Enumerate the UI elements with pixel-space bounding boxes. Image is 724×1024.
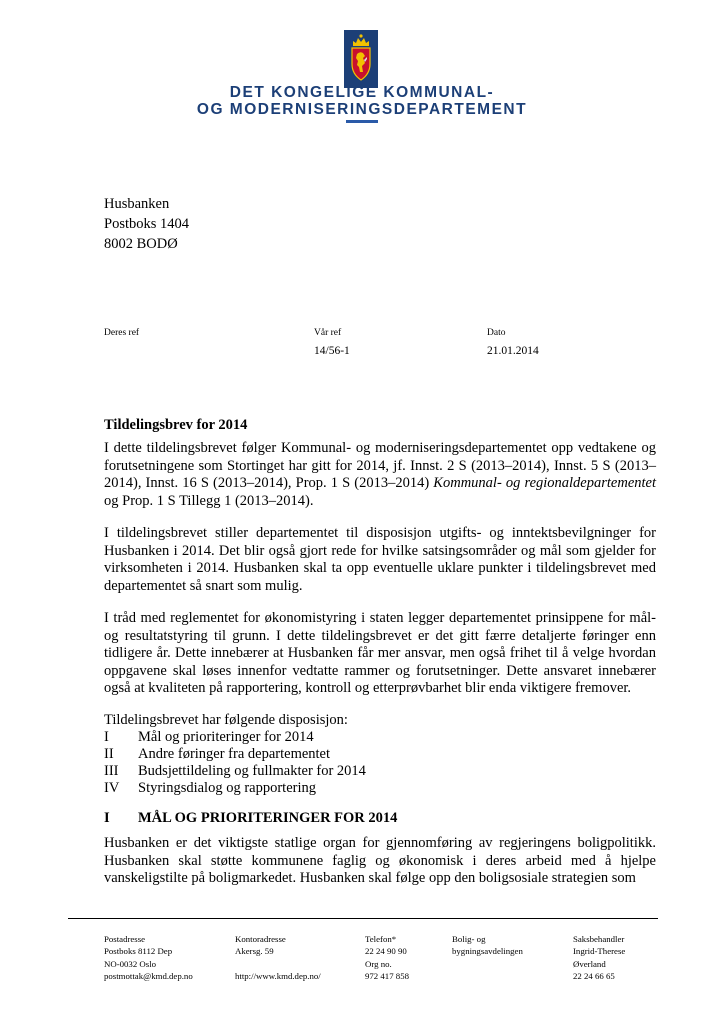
footer-case-officer-phone: 22 24 66 65 — [573, 970, 615, 981]
paragraph-1-text-a: I dette tildelingsbrevet følger Kommunal- og moderniseringsdepartementet opp vedtakene og forutsetningene som Stortinget har gitt for 2014, jf. Innst. 2 S (2013–2014), Innst. 5 S (2013–2014), Innst. 16 S (2013–2014), Prop. 1 S (2013–2014) — [104, 440, 656, 491]
paragraph-2-text: I tildelingsbrevet stiller departementet til disposisjon utgifts- og inntektsbevilgninger for Husbanken i 2014. Det blir også gjort rede for hvilke satsingsområder og mål som gjelder for virksomheten i 2014. Husbanken skal ta opp eventuelle uklare punkter i tildelingsbrevet med departementet så snart som mulig. — [104, 525, 656, 594]
footer-case-officer-last: Øverland — [573, 958, 606, 969]
disposition-item — [104, 746, 330, 764]
footer-office-blank — [235, 958, 321, 970]
paragraph-1-italic: Kommunal- og regionaldepartementet — [433, 475, 657, 491]
disposition-item-number: III — [104, 763, 119, 779]
paragraph-3 — [104, 610, 656, 698]
footer-postal-city: NO-0032 Oslo — [104, 958, 157, 969]
section-heading-title: MÅL OG PRIORITERINGER FOR 2014 — [138, 810, 398, 826]
var-ref-value: 14/56-1 — [314, 345, 350, 357]
deres-ref-label: Deres ref — [104, 328, 140, 338]
footer-org-number: 972 417 858 — [365, 970, 409, 981]
paragraph-1 — [104, 440, 656, 510]
disposition-item — [104, 763, 366, 781]
paragraph-4 — [104, 835, 656, 888]
disposition-item-text: Budsjettildeling og fullmakter for 2014 — [138, 763, 366, 779]
footer-email-link[interactable]: postmottak@kmd.dep.no — [104, 970, 193, 981]
footer-rule — [68, 918, 658, 919]
date-value: 21.01.2014 — [487, 345, 539, 357]
footer-postal-address — [104, 933, 193, 982]
disposition-intro: Tildelingsbrevet har følgende disposisjon: — [104, 712, 348, 728]
disposition-item — [104, 780, 316, 798]
date-label: Dato — [487, 328, 506, 338]
disposition-item-number: I — [104, 729, 109, 745]
footer-case-officer-first: Ingrid-Therese — [573, 946, 626, 957]
footer-case-officer-label: Saksbehandler — [573, 934, 625, 944]
footer-office-label: Kontoradresse — [235, 934, 286, 944]
footer-website-link[interactable]: http://www.kmd.dep.no/ — [235, 970, 321, 981]
footer-department — [452, 933, 523, 958]
footer-org-label: Org no. — [365, 958, 392, 969]
recipient-name: Husbanken — [104, 196, 170, 212]
department-name-line-1: DET KONGELIGE KOMMUNAL- — [229, 84, 495, 101]
paragraph-2 — [104, 525, 656, 595]
paragraph-1-text-b: og Prop. 1 S Tillegg 1 (2013–2014). — [104, 492, 314, 509]
recipient-city: 8002 BODØ — [104, 236, 178, 252]
letterhead-accent-rule — [346, 120, 378, 123]
footer-phone — [365, 933, 409, 982]
letter-title-text: Tildelingsbrev for 2014 — [104, 417, 248, 433]
footer-phone-number: 22 24 90 90 — [365, 946, 407, 957]
paragraph-3-text: I tråd med reglementet for økonomistyring i staten legger departementet prinsippene for mål- og resultatstyring til grunn. I dette tildelingsbrevet er det gitt færre detaljerte føringer enn tidligere år. Dette innebærer at Husbanken får mer ansvar, men også frihet til å velge hvordan oppgavene skal løses innenfor vedtatte rammer og forutsetninger. Dette ansvaret innebærer også at kvaliteten på rapportering, kontroll og etterprøvbarhet blir enda viktigere fremover. — [104, 610, 656, 696]
footer-office-address — [235, 933, 321, 982]
footer-postal-box: Postboks 8112 Dep — [104, 946, 173, 957]
var-ref-label: Vår ref — [314, 328, 342, 338]
letter-title — [104, 417, 656, 435]
section-heading — [104, 810, 397, 828]
paragraph-4-text: Husbanken er det viktigste statlige organ for gjennomføring av regjeringens boligpolitikk. Husbanken skal støtte kommunene faglig og økonomisk i deres arbeid med å hjelpe vanskeligstilte på boligmarkedet. Husbanken skal følge opp den boligsosiale strategien som — [104, 835, 656, 886]
department-name-line-2: OG MODERNISERINGSDEPARTEMENT — [196, 101, 528, 118]
footer-postal-label: Postadresse — [104, 934, 146, 944]
footer-office-street: Akersg. 59 — [235, 946, 274, 957]
disposition-item — [104, 729, 314, 747]
section-heading-number: I — [104, 810, 110, 826]
coat-of-arms-logo — [344, 30, 378, 88]
footer-phone-label: Telefon* — [365, 934, 397, 944]
recipient-street: Postboks 1404 — [104, 216, 190, 232]
disposition-item-text: Mål og prioriteringer for 2014 — [138, 729, 314, 745]
disposition-item-text: Andre føringer fra departementet — [138, 746, 331, 762]
disposition-item-number: II — [104, 746, 114, 762]
footer-department-line-1: Bolig- og — [452, 934, 486, 944]
footer-case-officer — [573, 933, 625, 982]
disposition-item-number: IV — [104, 780, 120, 796]
footer-department-line-2: bygningsavdelingen — [452, 946, 523, 957]
disposition-item-text: Styringsdialog og rapportering — [138, 780, 317, 796]
